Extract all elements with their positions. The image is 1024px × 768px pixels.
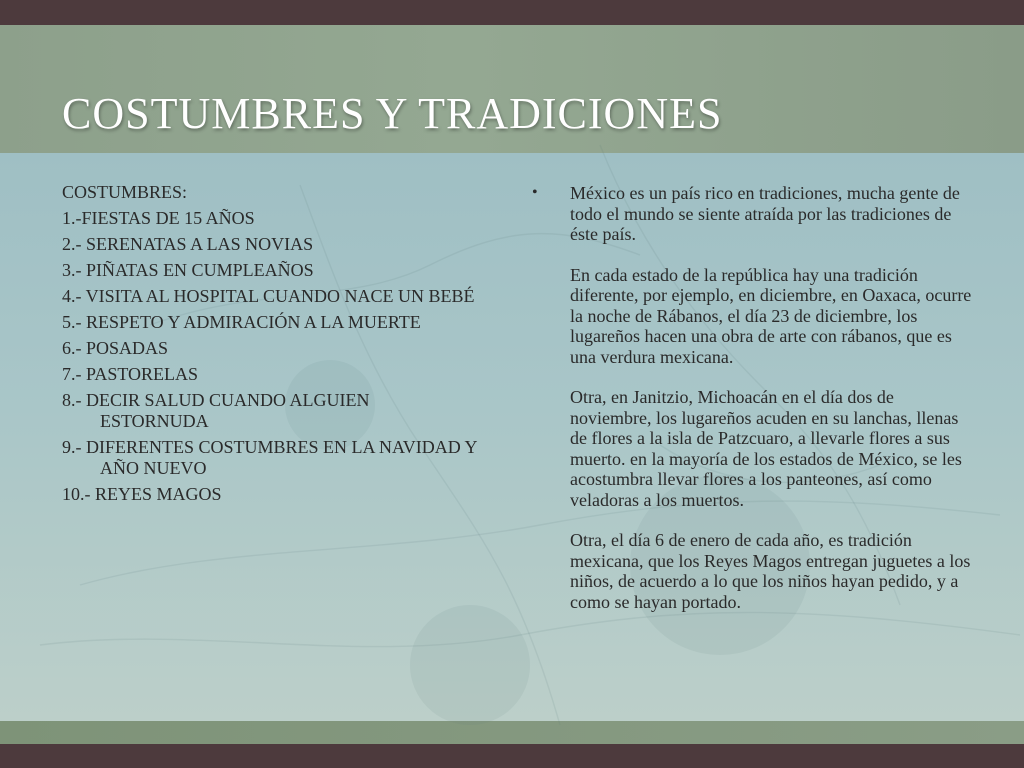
- list-item: 3.- PIÑATAS EN CUMPLEAÑOS: [62, 260, 314, 280]
- list-item: 9.- DIFERENTES COSTUMBRES EN LA NAVIDAD Y AÑO NUEVO: [62, 437, 477, 478]
- list-item: 6.- POSADAS: [62, 338, 169, 358]
- list-item: 1.-FIESTAS DE 15 AÑOS: [62, 208, 255, 228]
- top-bar: [0, 0, 1024, 25]
- list-item: COSTUMBRES:: [62, 182, 188, 202]
- traditions-text-block: [532, 183, 972, 632]
- list-item: 2.- SERENATAS A LAS NOVIAS: [62, 234, 314, 254]
- paragraph: Otra, el día 6 de enero de cada año, es tradición mexicana, que los Reyes Magos entregan juguetes a los niños, de acuerdo a lo que los niños hayan pedido, y a como se hayan portado.: [570, 530, 971, 612]
- customs-list: [62, 182, 482, 510]
- list-item: 5.- RESPETO Y ADMIRACIÓN A LA MUERTE: [62, 312, 421, 332]
- paragraph: En cada estado de la república hay una tradición diferente, por ejemplo, en diciembre, en Oaxaca, ocurre la noche de Rábanos, el día 23 de diciembre, los lugareños hacen una obra de arte con rábanos, que es una verdura mexicana.: [570, 264, 972, 367]
- list-item: 8.- DECIR SALUD CUANDO ALGUIEN ESTORNUDA: [62, 390, 370, 431]
- paragraph: Otra, en Janitzio, Michoacán en el día dos de noviembre, los lugareños acuden en su lanchas, llenas de flores a la isla de Patzcuaro, a llevarle flores a sus muerto. en la mayoría de los estados de México, se les acostumbra llevar flores a los panteones, así como veladoras a los muertos.: [570, 387, 962, 510]
- list-item: 10.- REYES MAGOS: [62, 484, 222, 504]
- footer-band: [0, 721, 1024, 744]
- bullet-icon: •: [532, 184, 538, 201]
- slide-title: COSTUMBRES Y TRADICIONES: [62, 89, 723, 138]
- paragraph: México es un país rico en tradiciones, mucha gente de todo el mundo se siente atraída por las tradiciones de éste país.: [570, 183, 960, 244]
- bottom-bar: [0, 744, 1024, 768]
- list-item: 7.- PASTORELAS: [62, 364, 199, 384]
- list-item: 4.- VISITA AL HOSPITAL CUANDO NACE UN BEBÉ: [62, 286, 475, 306]
